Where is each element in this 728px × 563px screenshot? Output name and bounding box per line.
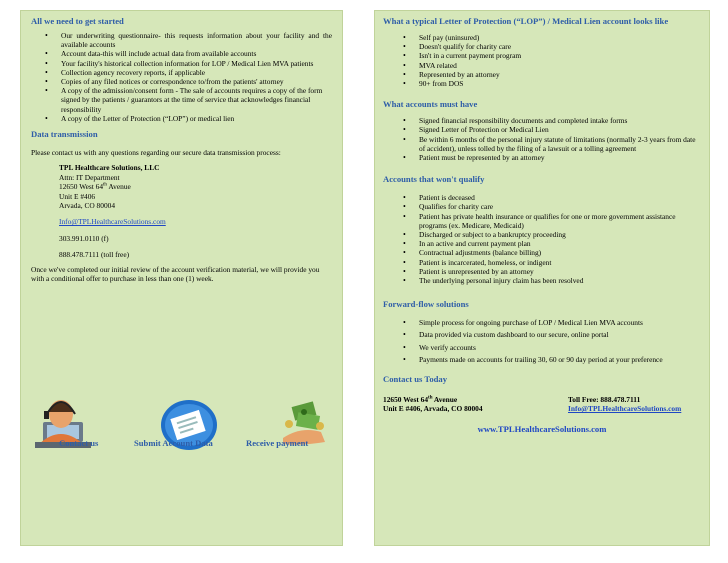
caption-submit: Submit Account Data [134, 438, 213, 448]
closing-text: Once we've completed our initial review of the account verification material, we will provide you with a conditional offer to purchase in less than one (1) week. [31, 264, 320, 284]
contact-block [383, 395, 701, 415]
list-item: • Patient is deceased [383, 193, 701, 202]
list-item: • Self pay (uninsured) [383, 33, 701, 42]
list-item: • Patient is incarcerated, homeless, or indigent [383, 258, 701, 267]
fax-number: 303.991.0110 (f) [59, 233, 109, 243]
tollfree-number: 888.478.7111 (toll free) [59, 250, 130, 260]
contact-unit: Unit E #406, Arvada, CO 80004 [383, 404, 483, 414]
list-item: • We verify accounts [383, 343, 701, 352]
list-item: • Signed financial responsibility documents and completed intake forms [383, 116, 701, 125]
list-item: • Account data-this will include actual data from available accounts [31, 49, 332, 58]
list-item: • Qualifies for charity care [383, 202, 701, 211]
must-list [383, 116, 701, 162]
list-item: • Be within 6 months of the personal injury statute of limitations (normally 2-3 years from date of accident), unless tolled by the filing of a lawsuit or a tolling agreement [383, 135, 701, 153]
contact-tollfree: Toll Free: 888.478.7111 [568, 395, 641, 405]
list-item: • Patient has private health insurance or qualifies for one or more government assistance programs (ex. Medicare, Medicaid) [383, 212, 701, 230]
contact-email-link[interactable]: Info@TPLHealthcareSolutions.com [568, 404, 682, 414]
flow-list [383, 318, 701, 364]
right-panel [374, 10, 710, 546]
list-item: • 90+ from DOS [383, 79, 701, 88]
transmission-heading: Data transmission [31, 129, 98, 140]
list-item: • Payments made on accounts for trailing 30, 60 or 90 day period at your preference [383, 355, 701, 364]
flow-heading: Forward-flow solutions [383, 299, 469, 310]
must-heading: What accounts must have [383, 99, 478, 110]
list-item: • Contractual adjustments (balance billing) [383, 248, 701, 257]
company-name: TPL Healthcare Solutions, LLC [59, 163, 160, 173]
lop-list [383, 33, 701, 88]
list-item: • Data provided via custom dashboard to our secure, online portal [383, 330, 701, 339]
lop-heading: What a typical Letter of Protection (“LOP”) / Medical Lien account looks like [383, 16, 669, 26]
list-item: • Your facility's historical collection information for LOP / Medical Lien MVA patients [31, 59, 332, 68]
list-item: • Patient is unrepresented by an attorney [383, 267, 701, 276]
list-item: • Isn't in a current payment program [383, 51, 701, 60]
email-link[interactable]: Info@TPLHealthcareSolutions.com [59, 217, 166, 227]
wont-heading: Accounts that won't qualify [383, 174, 485, 185]
list-item: • Patient must be represented by an attorney [383, 153, 701, 162]
list-item: • In an active and current payment plan [383, 239, 701, 248]
address-block [31, 163, 332, 259]
list-item: • Signed Letter of Protection or Medical Lien [383, 125, 701, 134]
list-item: • A copy of the Letter of Protection (“LOP”) or medical lien [31, 114, 332, 123]
list-item: • The underlying personal injury claim has been resolved [383, 276, 701, 285]
transmission-text: Please contact us with any questions regarding our secure data transmission process: [31, 148, 281, 158]
start-heading: All we need to get started [31, 16, 124, 26]
list-item: • Copies of any filed notices or correspondence to/from the patients' attorney [31, 77, 332, 86]
list-item: • Our underwriting questionnaire- this requests information about your facility and the available accounts [31, 31, 332, 49]
left-panel [20, 10, 343, 546]
list-item: • Doesn't qualify for charity care [383, 42, 701, 51]
contact-street: 12650 West 64th Avenue [383, 395, 458, 405]
list-item: • Collection agency recovery reports, if applicable [31, 68, 332, 77]
list-item: • MVA related [383, 61, 701, 70]
contact-heading: Contact us Today [383, 374, 447, 385]
city-line: Arvada, CO 80004 [59, 201, 116, 211]
website-link[interactable]: www.TPLHealthcareSolutions.com [477, 424, 607, 435]
list-item: • Discharged or subject to a bankruptcy proceeding [383, 230, 701, 239]
attn-line: Attn: IT Department [59, 172, 120, 182]
unit-line: Unit E #406 [59, 191, 96, 201]
start-list [31, 31, 332, 123]
list-item: • A copy of the admission/consent form - The sale of accounts requires a copy of the form signed by the patients / guarantors at the time of service that acknowledges financial responsibility [31, 86, 332, 114]
wont-list [383, 193, 701, 285]
caption-contact: Contact us [59, 438, 99, 448]
street-line: 12650 West 64th Avenue [59, 182, 131, 192]
list-item: • Represented by an attorney [383, 70, 701, 79]
list-item: • Simple process for ongoing purchase of LOP / Medical Lien MVA accounts [383, 318, 701, 327]
caption-payment: Receive payment [246, 438, 309, 448]
